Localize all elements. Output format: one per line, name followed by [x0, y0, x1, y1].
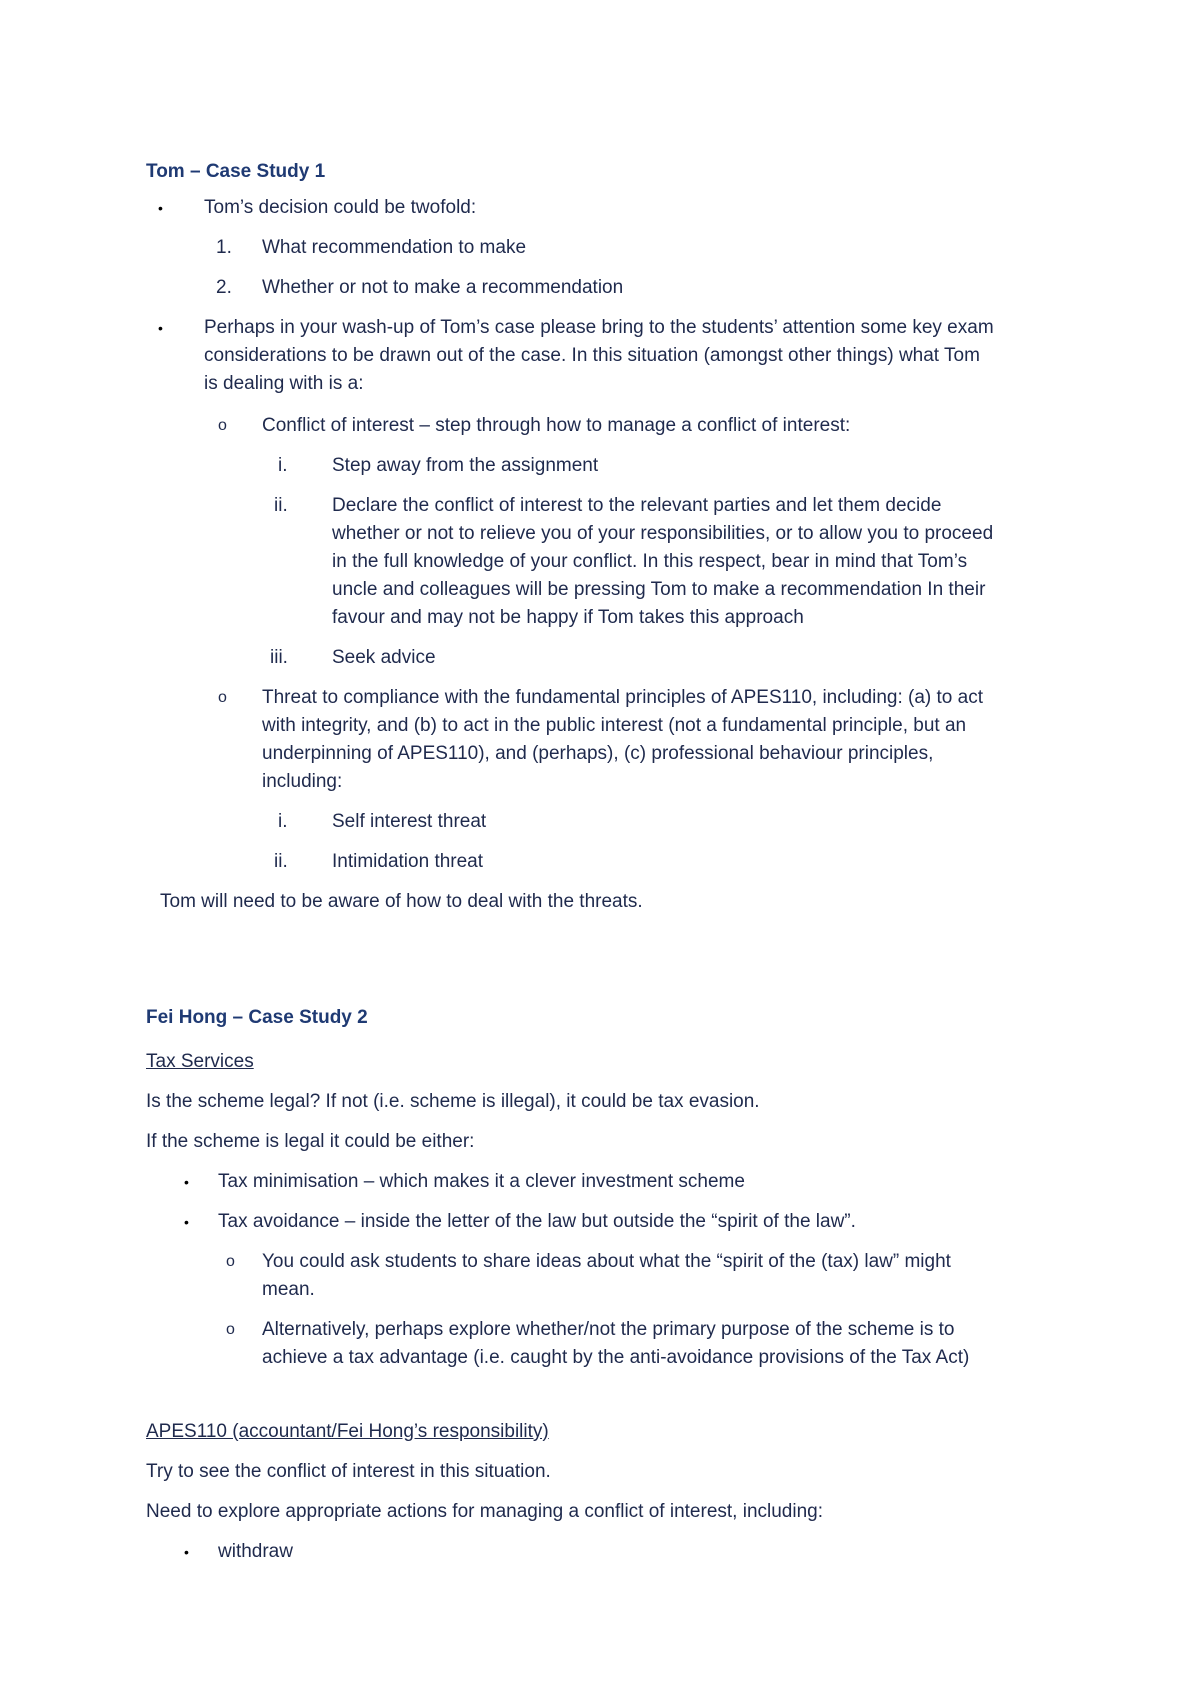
sub-bullet-marker: o	[226, 1321, 235, 1338]
case1-roman-1: Step away from the assignment	[332, 455, 599, 476]
case1-numbered-1: What recommendation to make	[262, 237, 527, 258]
case1-bullet-2-line-2: considerations to be drawn out of the case. In this situation (amongst other things) what Tom	[204, 345, 980, 366]
case2-paragraph-3: Try to see the conflict of interest in this situation.	[146, 1461, 551, 1482]
case2-paragraph-1: Is the scheme legal? If not (i.e. scheme is illegal), it could be tax evasion.	[146, 1091, 760, 1112]
sub-bullet-marker: o	[218, 417, 227, 434]
case1-bullet-2-line-3: is dealing with is a:	[204, 373, 364, 394]
case2-bullet-2: Tax avoidance – inside the letter of the law but outside the “spirit of the law”.	[218, 1211, 856, 1232]
case1-sub-2-line-3: underpinning of APES110), and (perhaps), (c) professional behaviour principles,	[262, 743, 934, 764]
list-number: 1.	[216, 237, 232, 258]
case1-closing: Tom will need to be aware of how to deal with the threats.	[160, 891, 643, 912]
case2-bullet-1: Tax minimisation – which makes it a clever investment scheme	[218, 1171, 745, 1192]
case2-sub-1-line-1: You could ask students to share ideas about what the “spirit of the (tax) law” might	[262, 1251, 951, 1272]
case2-paragraph-4: Need to explore appropriate actions for managing a conflict of interest, including:	[146, 1501, 824, 1522]
case1-sub-1: Conflict of interest – step through how to manage a conflict of interest:	[262, 415, 851, 436]
case1-roman-2-line-5: favour and may not be happy if Tom takes this approach	[332, 607, 804, 628]
case1-threat-1: Self interest threat	[332, 811, 487, 832]
bullet-marker: •	[184, 1214, 189, 1230]
case2-heading: Fei Hong – Case Study 2	[146, 1007, 368, 1028]
apes110-heading: APES110 (accountant/Fei Hong’s responsibility)	[146, 1421, 549, 1442]
case1-roman-2-line-1: Declare the conflict of interest to the relevant parties and let them decide	[332, 495, 942, 516]
roman-number: ii.	[274, 495, 288, 516]
bullet-marker: •	[158, 200, 163, 216]
case2-sub-1-line-2: mean.	[262, 1279, 315, 1300]
case1-roman-2-line-4: uncle and colleagues will be pressing Tom to make a recommendation In their	[332, 579, 986, 600]
case2-paragraph-2: If the scheme is legal it could be either:	[146, 1131, 475, 1152]
tax-services-heading: Tax Services	[146, 1051, 254, 1072]
case1-bullet-2-line-1: Perhaps in your wash-up of Tom’s case please bring to the students’ attention some key exam	[204, 317, 994, 338]
case1-threat-2: Intimidation threat	[332, 851, 484, 872]
case2-bullet-3: withdraw	[218, 1541, 293, 1562]
case1-bullet-1: Tom’s decision could be twofold:	[204, 197, 477, 218]
list-number: 2.	[216, 277, 232, 298]
sub-bullet-marker: o	[218, 689, 227, 706]
roman-number: i.	[278, 455, 288, 476]
case2-sub-2-line-1: Alternatively, perhaps explore whether/not the primary purpose of the scheme is to	[262, 1319, 955, 1340]
roman-number: ii.	[274, 851, 288, 872]
case2-sub-2-line-2: achieve a tax advantage (i.e. caught by the anti-avoidance provisions of the Tax Act)	[262, 1347, 970, 1368]
case1-sub-2-line-2: with integrity, and (b) to act in the public interest (not a fundamental principle, but an	[262, 715, 967, 736]
roman-number: iii.	[270, 647, 288, 668]
case1-roman-2-line-3: in the full knowledge of your conflict. In this respect, bear in mind that Tom’s	[332, 551, 968, 572]
bullet-marker: •	[184, 1174, 189, 1190]
case1-numbered-2: Whether or not to make a recommendation	[262, 277, 624, 298]
case1-heading: Tom – Case Study 1	[146, 161, 326, 182]
case1-sub-2-line-4: including:	[262, 771, 343, 792]
sub-bullet-marker: o	[226, 1253, 235, 1270]
case1-roman-3: Seek advice	[332, 647, 436, 668]
case1-sub-2-line-1: Threat to compliance with the fundamental principles of APES110, including: (a) to act	[262, 687, 983, 708]
bullet-marker: •	[184, 1544, 189, 1560]
case1-roman-2-line-2: whether or not to relieve you of your responsibilities, or to allow you to proceed	[332, 523, 994, 544]
bullet-marker: •	[158, 320, 163, 336]
roman-number: i.	[278, 811, 288, 832]
